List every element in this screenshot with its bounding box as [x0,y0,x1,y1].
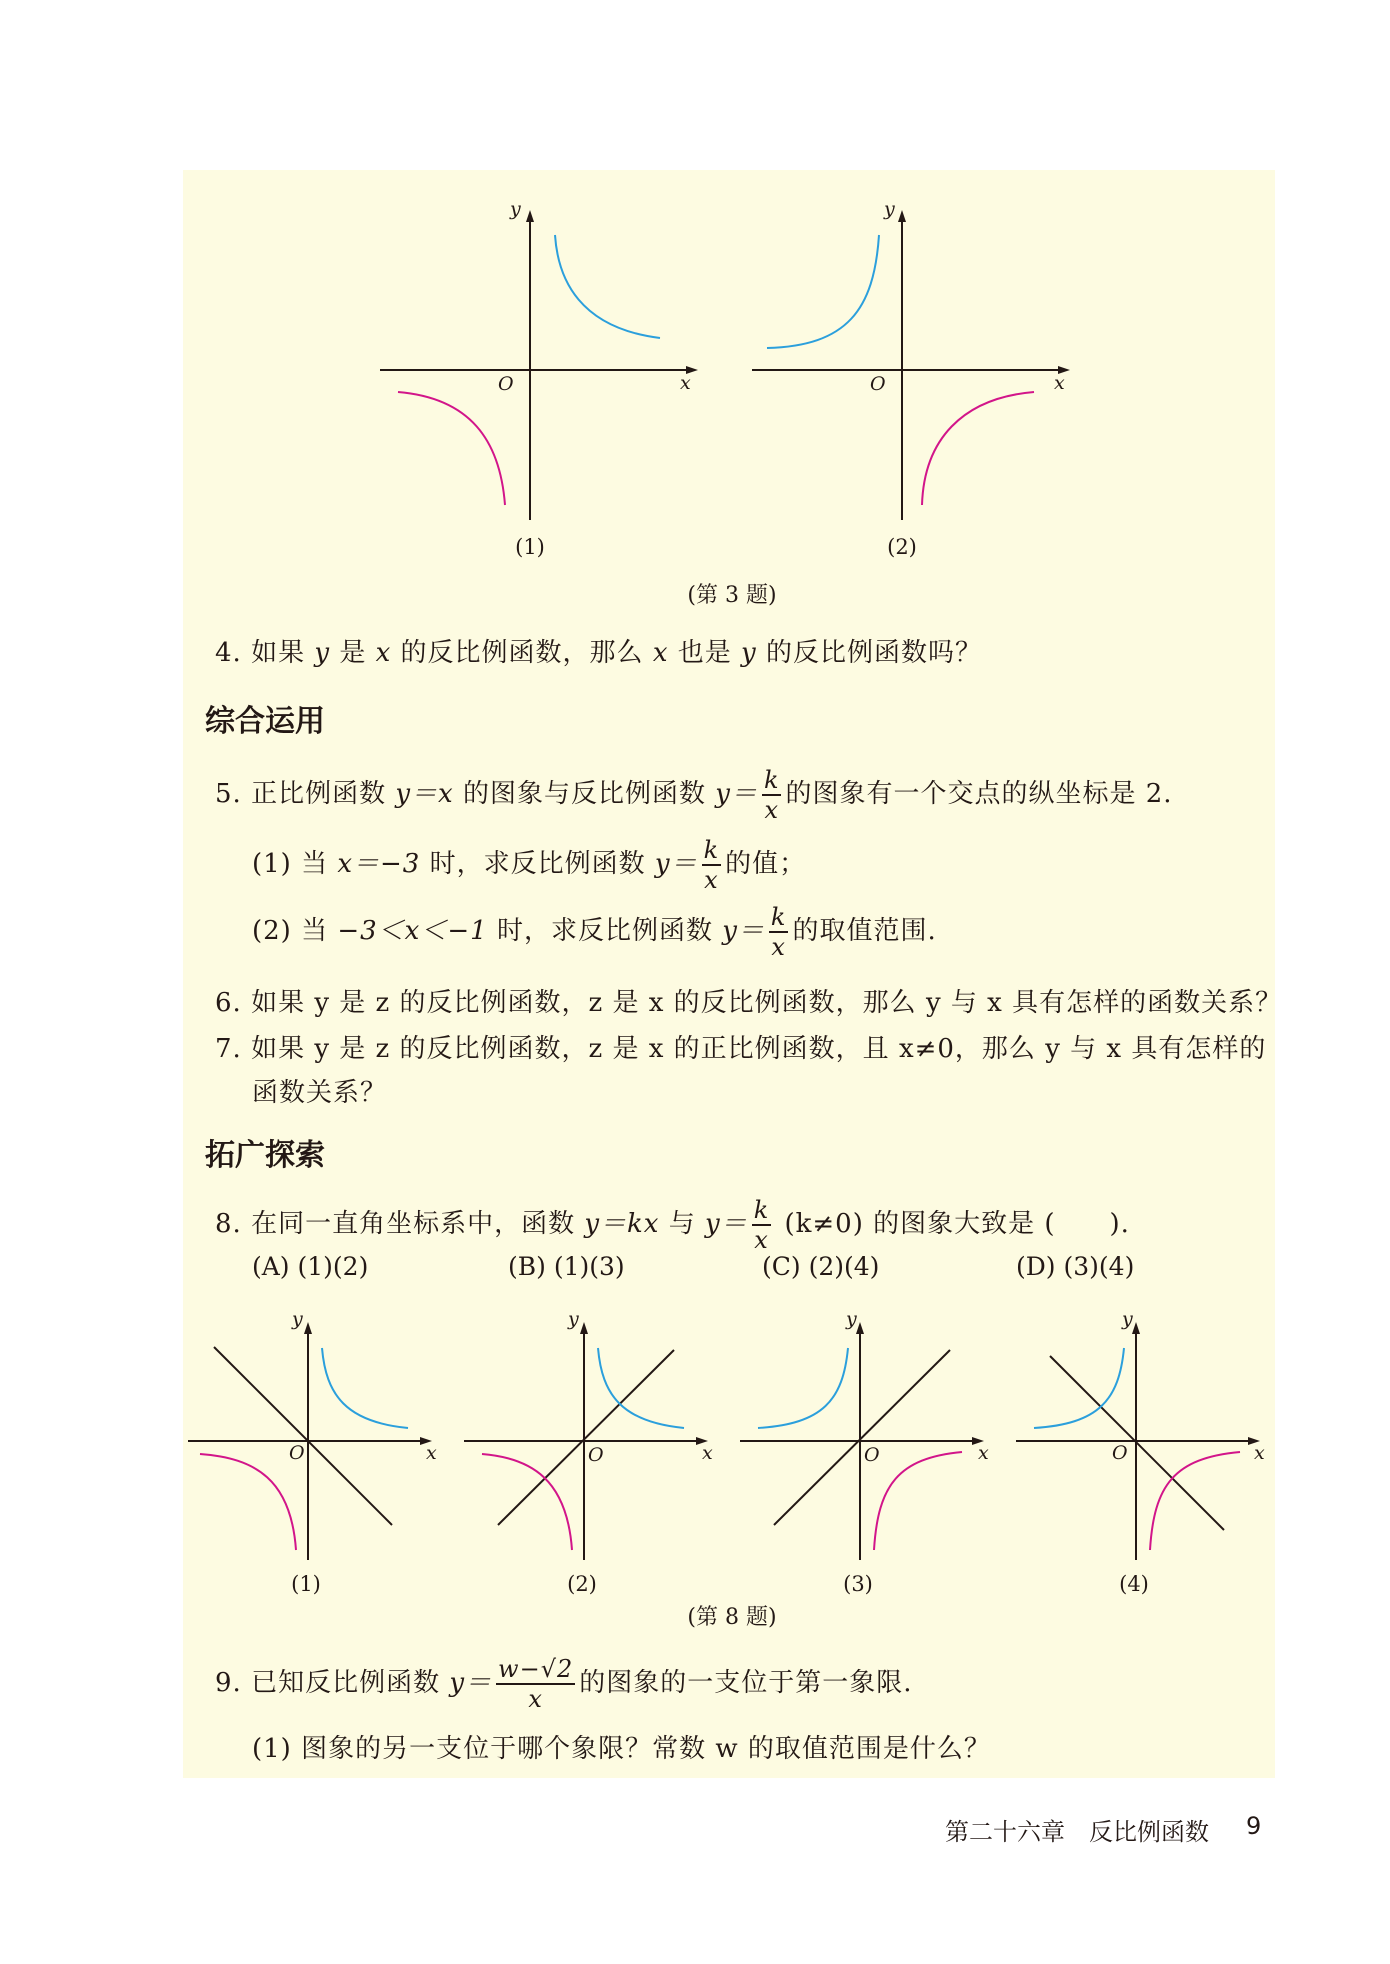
origin-label: O [588,1444,604,1466]
q8-graph-2 [462,1308,722,1596]
q8-graph-2-sub: (2) [567,1572,597,1596]
axis-x-label: x [680,372,691,394]
q3-graph-2-sub: (2) [887,535,917,559]
option-a[interactable]: (A) (1)(2) [252,1252,369,1281]
axis-y-label: y [292,1308,303,1330]
question-6: 6. 如果 y 是 z 的反比例函数，z 是 x 的反比例函数，那么 y 与 x 具有怎样的函数关系？ [215,988,1283,1018]
axis-y-label: y [568,1308,579,1330]
question-5: 5. 正比例函数 y＝x 的图象与反比例函数 y＝ $\frac{k}{x}$ 的图象有一个交点的纵坐标是 2. [215,766,1173,824]
option-b[interactable]: (B) (1)(3) [508,1252,625,1281]
origin-label: O [870,373,886,395]
section-title-2: 拓广探索 [205,1138,325,1173]
q8-graph-3 [738,1308,998,1596]
question-8: 8. 在同一直角坐标系中，函数 y＝kx 与 y＝ $\frac{k}{x}$ (k≠0) 的图象大致是 ( ). [215,1196,1130,1254]
question-7: 7. 如果 y 是 z 的反比例函数，z 是 x 的正比例函数，且 x≠0，那么 y 与 x 具有怎样的 [215,1034,1267,1064]
origin-label: O [498,373,514,395]
axis-y-label: y [884,198,895,220]
axis-x-label: x [978,1442,989,1464]
q8-caption: (第 8 题) [687,1605,777,1630]
origin-label: O [864,1444,880,1466]
question-7-cont: 函数关系？ [252,1078,388,1108]
axis-x-label: x [426,1442,437,1464]
option-c[interactable]: (C) (2)(4) [762,1252,880,1281]
axis-y-label: y [1122,1308,1133,1330]
q8-graph-1 [186,1308,446,1596]
q8-graph-4 [1014,1308,1274,1596]
q8-graph-4-sub: (4) [1119,1572,1149,1596]
question-9: 9. 已知反比例函数 y＝ $\frac{w-√2}{x}$ 的图象的一支位于第一象限. [215,1655,913,1713]
question-4: 4. 如果 y 是 x 的反比例函数，那么 x 也是 y 的反比例函数吗？ [215,638,983,668]
origin-label: O [289,1442,305,1464]
q3-graph-1-sub: (1) [515,535,545,559]
axis-x-label: x [1254,1442,1265,1464]
origin-label: O [1112,1442,1128,1464]
question-5-part-2: (2) 当 −3＜x＜−1 时，求反比例函数 y＝ $\frac{k}{x}$ 的取值范围. [252,903,937,961]
axis-y-label: y [510,198,521,220]
q8-graph-3-sub: (3) [843,1572,873,1596]
section-title-1: 综合运用 [205,704,325,739]
chapter-title: 第二十六章 反比例函数 [945,1818,1209,1846]
q3-caption: (第 3 题) [687,583,777,608]
page-number: 9 [1246,1812,1262,1840]
question-5-part-1: (1) 当 x＝−3 时，求反比例函数 y＝ $\frac{k}{x}$ 的值； [252,836,807,894]
axis-x-label: x [1054,372,1065,394]
question-9-part-1: (1) 图象的另一支位于哪个象限？常数 w 的取值范围是什么？ [252,1734,991,1764]
axis-x-label: x [702,1442,713,1464]
axis-y-label: y [846,1308,857,1330]
q3-graph-1 [380,198,700,559]
option-d[interactable]: (D) (3)(4) [1016,1252,1135,1281]
q3-graph-2 [752,198,1072,559]
q8-graph-1-sub: (1) [291,1572,321,1596]
